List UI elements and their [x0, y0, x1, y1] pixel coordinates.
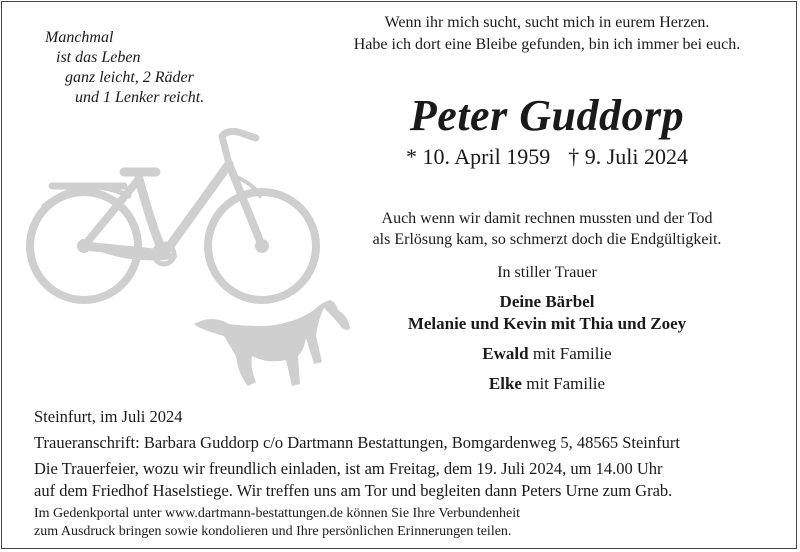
- portal-line: zum Ausdruck bringen sowie kondolieren und Ihre persönlichen Erinnerungen teilen.: [34, 524, 512, 539]
- verse-line: Habe ich dort eine Bleibe gefunden, bin ich immer bei euch.: [353, 36, 741, 53]
- signer-line: Melanie und Kevin mit Thia und Zoey: [407, 314, 687, 333]
- signers: [302, 291, 792, 395]
- motto-line: und 1 Lenker reicht.: [75, 89, 205, 106]
- birth-date: * 10. April 1959: [405, 144, 551, 169]
- signer-line: [302, 343, 792, 365]
- obituary-card: [1, 1, 797, 549]
- comfort-line: als Erlösung kam, so schmerzt doch die Endgültigkeit.: [372, 231, 722, 248]
- mourning-label: In stiller Trauer: [497, 264, 597, 281]
- signer-name: Elke: [488, 374, 522, 393]
- bicycle-illustration: [30, 131, 316, 300]
- comfort-line: Auch wenn wir damit rechnen mussten und der Tod: [381, 210, 713, 227]
- motto-line: Manchmal: [45, 29, 114, 46]
- portal-line: Im Gedenkportal unter www.dartmann-bestattungen.de können Sie Ihre Verbundenheit: [34, 506, 520, 521]
- verse-line: Wenn ihr mich sucht, sucht mich in eurem Herzen.: [384, 14, 710, 31]
- motto-line: ganz leicht, 2 Räder: [65, 69, 194, 86]
- place-date: Steinfurt, im Juli 2024: [34, 407, 183, 426]
- mourning-address: Traueranschrift: Barbara Guddorp c/o Dartmann Bestattungen, Bomgardenweg 5, 48565 Steinfurt: [34, 433, 680, 452]
- comfort-text: [302, 208, 792, 250]
- death-date: † 9. Juli 2024: [568, 144, 689, 169]
- ceremony-line: auf dem Friedhof Haselstiege. Wir treffen uns am Tor und begleiten dann Peters Urne zum Grab.: [34, 481, 673, 500]
- ceremony-line: Die Trauerfeier, wozu wir freundlich einladen, ist am Freitag, dem 19. Juli 2024, um 14.00 Uhr: [34, 459, 663, 478]
- motto-poem: [28, 28, 204, 108]
- signer-name: Ewald: [482, 344, 529, 363]
- signer-suffix: mit Familie: [521, 374, 606, 393]
- signer-line: Deine Bärbel: [499, 292, 595, 311]
- signer-line: [302, 373, 792, 395]
- verse: [302, 12, 792, 56]
- life-dates: [302, 144, 792, 170]
- motto-line: ist das Leben: [56, 49, 141, 66]
- footer: [34, 406, 784, 541]
- signer-suffix: mit Familie: [528, 344, 612, 363]
- deceased-name: Peter Guddorp: [409, 91, 685, 140]
